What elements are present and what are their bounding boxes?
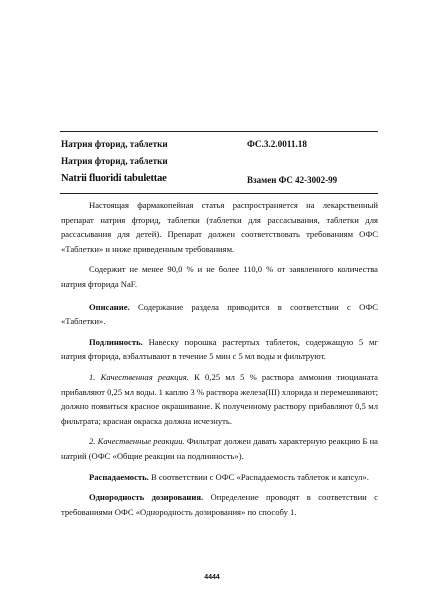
uniformity-text: Определение проводят в соответствии с требованиями ОФС «Однородность дозирования» по способу 1. bbox=[61, 492, 378, 517]
header-bottom-rule bbox=[60, 193, 378, 194]
monograph-title-ru: Натрия фторид, таблетки bbox=[61, 139, 168, 149]
description-text: Содержание раздела приводится в соответствии с ОФС «Таблетки». bbox=[61, 301, 378, 327]
identity-label: Подлинность. bbox=[89, 336, 143, 347]
replaces-reference: Взамен ФС 42-3002-99 bbox=[247, 175, 338, 185]
monograph-title-latin: Natrii fluoridi tabulettae bbox=[61, 173, 167, 184]
reaction-1-paragraph bbox=[61, 370, 378, 428]
reaction-2-text: Фильтрат должен давать характерную реакцию Б на натрий (ОФС «Общие реакции на подлинность»). bbox=[61, 436, 378, 461]
monograph-title-ru-secondary: Натрия фторид, таблетки bbox=[61, 156, 168, 166]
description-label: Описание. bbox=[89, 301, 130, 312]
monograph-code: ФС.3.2.0011.18 bbox=[247, 139, 307, 149]
header-top-rule bbox=[60, 131, 378, 132]
identity-text: Навеску порошка растертых таблеток, содержащую 5 мг натрия фторида, взбалтывают в течение 5 мин с 5 мл воды и фильтруют. bbox=[61, 336, 378, 362]
intro-paragraph: Настоящая фармакопейная статья распространяется на лекарственный препарат натрия фторид, таблетки (таблетки для рассасывания, таблетки для рассасывания для детей). Препарат должен соответствовать требованиям ОФС «Таблетки» и ниже приведенным требованиям. bbox=[61, 200, 378, 254]
reaction-1-label: 1. Качественная реакция. bbox=[89, 371, 189, 382]
identity-paragraph bbox=[61, 335, 378, 364]
disintegration-paragraph bbox=[61, 470, 378, 485]
disintegration-text: В соответствии с ОФС «Распадаемость таблеток и капсул». bbox=[148, 471, 369, 482]
reaction-2-label: 2. Качественные реакции. bbox=[89, 436, 185, 447]
page-number: 4444 bbox=[204, 574, 220, 581]
uniformity-paragraph bbox=[61, 490, 378, 519]
monograph-body bbox=[61, 198, 378, 519]
content-paragraph: Содержит не менее 90,0 % и не более 110,0 % от заявленного количества натрия фторида NaF. bbox=[61, 264, 378, 289]
description-paragraph bbox=[61, 300, 378, 329]
uniformity-label: Однородность дозирования. bbox=[89, 492, 204, 503]
reaction-2-paragraph bbox=[61, 434, 378, 463]
reaction-1-text: К 0,25 мл 5 % раствора аммония тиоцианата прибавляют 0,25 мл воды. 1 каплю 3 % раствора железа(III) хлорида и перемешивают; должно появиться красное окрашивание. К полученному раствору прибавляют 0,5 мл фильтрата; красная окраска должна исчезнуть. bbox=[61, 371, 378, 426]
disintegration-label: Распадаемость. bbox=[89, 471, 149, 482]
